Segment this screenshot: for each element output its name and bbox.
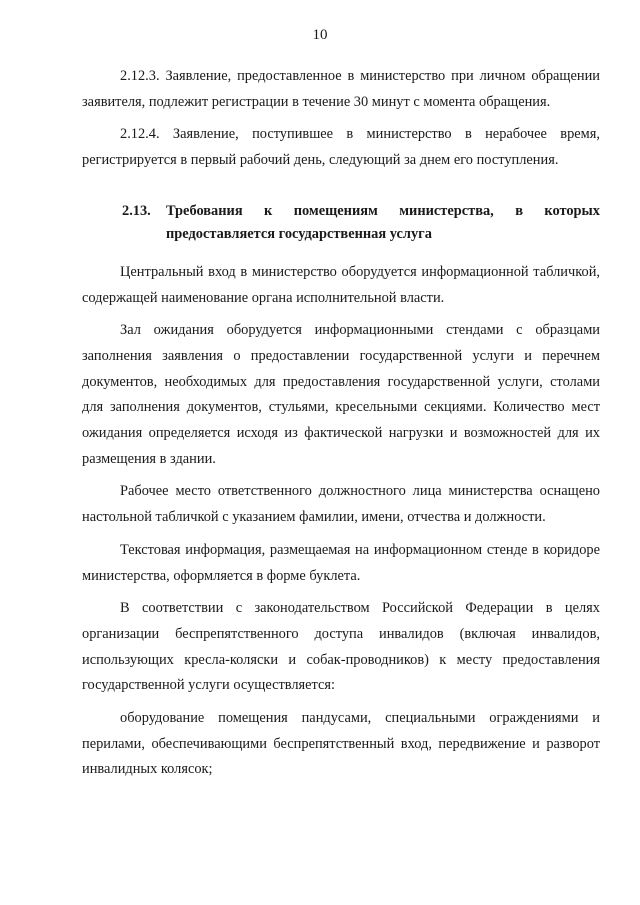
paragraph-ramps: оборудование помещения пандусами, специальными ограждениями и перилами, обеспечивающими беспрепятственный вход, передвижение и разворот инвалидных колясок; — [82, 710, 600, 778]
section-number: 2.13. — [122, 202, 151, 219]
paragraph-2-12-4: 2.12.4. Заявление, поступившее в министерство в нерабочее время, регистрируется в первый рабочий день, следующий за днем его поступления. — [82, 126, 600, 169]
section-title-line-1: Требования к помещениям министерства, в которых — [166, 202, 600, 219]
section-title — [166, 200, 600, 246]
paragraph-central-entrance: Центральный вход в министерство оборудуется информационной табличкой, содержащей наименование органа исполнительной власти. — [82, 263, 600, 306]
paragraph-workplace: Рабочее место ответственного должностного лица министерства оснащено настольной табличкой с указанием фамилии, имени, отчества и должности. — [82, 483, 600, 526]
paragraph-accessibility-intro: В соответствии с законодательством Российской Федерации в целях организации беспрепятственного доступа инвалидов (включая инвалидов, использующих кресла-коляски и собак-проводников) к месту предоставления государственной услуги осуществляется: — [82, 600, 600, 694]
section-heading-2-13 — [82, 192, 600, 246]
page-number: 10 — [312, 27, 328, 43]
paragraph-2-12-3: 2.12.3. Заявление, предоставленное в министерство при личном обращении заявителя, подлежит регистрации в течение 30 минут с момента обращения. — [82, 68, 600, 110]
document-body — [82, 64, 600, 783]
paragraph-text-information: Текстовая информация, размещаемая на информационном стенде в коридоре министерства, оформляется в форме буклета. — [82, 541, 600, 584]
section-title-line-2: предоставляется государственная услуга — [166, 225, 432, 242]
paragraph-waiting-hall: Зал ожидания оборудуется информационными стендами с образцами заполнения заявления о предоставлении государственной услуги и перечнем документов, необходимых для предоставления государственной услуги, столами для заполнения документов, стульями, кресельными секциями. Количество мест ожидания определяется исходя из фактической нагрузки и возможностей для их размещения в здании. — [82, 322, 600, 467]
